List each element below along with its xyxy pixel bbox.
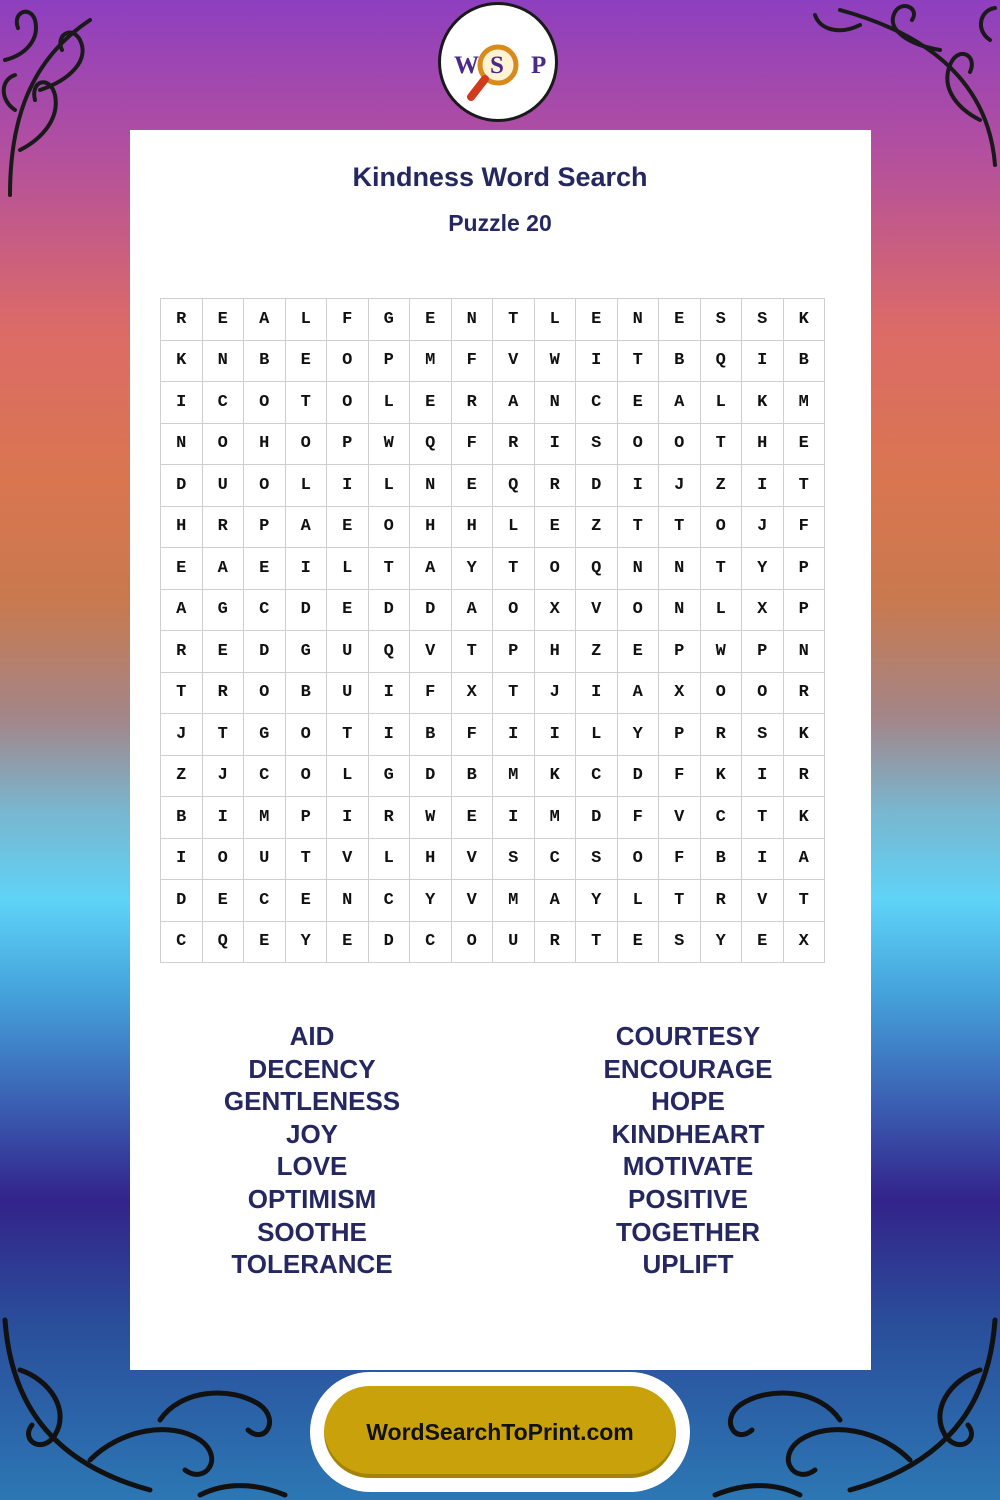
grid-cell[interactable]: I [742,340,784,382]
grid-cell[interactable]: D [161,880,203,922]
grid-cell[interactable]: U [327,631,369,673]
grid-cell[interactable]: E [576,299,618,341]
grid-cell[interactable]: J [659,465,701,507]
grid-cell[interactable]: E [327,506,369,548]
grid-cell[interactable]: M [410,340,452,382]
grid-cell[interactable]: E [534,506,576,548]
word-item: MOTIVATE [622,1151,754,1182]
grid-cell[interactable]: N [451,299,493,341]
grid-cell[interactable]: O [368,506,410,548]
grid-cell[interactable]: R [493,423,535,465]
grid-row [161,548,825,590]
grid-cell[interactable]: B [451,755,493,797]
grid-cell[interactable]: O [451,921,493,963]
grid-cell[interactable]: I [576,340,618,382]
grid-cell[interactable]: T [493,299,535,341]
grid-cell[interactable]: C [244,755,286,797]
grid-cell[interactable]: B [285,672,327,714]
grid-cell[interactable]: L [368,465,410,507]
word-list-left [122,1020,502,1281]
grid-cell[interactable]: A [493,382,535,424]
grid-cell[interactable]: H [410,506,452,548]
grid-cell[interactable]: C [368,880,410,922]
page-title: Kindness Word Search [352,162,648,192]
grid-cell[interactable]: V [451,880,493,922]
grid-cell[interactable]: Y [617,714,659,756]
footer-link[interactable]: WordSearchToPrint.com [366,1419,634,1445]
grid-cell[interactable]: F [617,797,659,839]
grid-cell[interactable]: O [285,423,327,465]
grid-cell[interactable]: D [161,465,203,507]
grid-cell[interactable]: R [161,299,203,341]
grid-cell[interactable]: N [410,465,452,507]
grid-cell[interactable]: H [742,423,784,465]
grid-cell[interactable]: V [451,838,493,880]
wsp-logo [438,2,558,122]
grid-cell[interactable]: V [576,589,618,631]
grid-cell[interactable]: N [659,548,701,590]
puzzle-number: Puzzle 20 [448,210,552,236]
grid-row [161,589,825,631]
grid-cell[interactable]: M [493,755,535,797]
grid-cell[interactable]: O [244,465,286,507]
grid-row [161,423,825,465]
grid-cell[interactable]: K [783,797,825,839]
grid-cell[interactable]: M [783,382,825,424]
grid-cell[interactable]: E [327,589,369,631]
grid-cell[interactable]: U [327,672,369,714]
grid-cell[interactable]: W [410,797,452,839]
grid-cell[interactable]: A [659,382,701,424]
grid-cell[interactable]: E [410,382,452,424]
grid-cell[interactable]: O [202,838,244,880]
grid-cell[interactable]: J [202,755,244,797]
word-list-right [498,1020,878,1281]
grid-cell[interactable]: N [659,589,701,631]
word-item: UPLIFT [642,1249,734,1280]
grid-cell[interactable]: P [493,631,535,673]
grid-cell[interactable]: I [493,797,535,839]
grid-cell[interactable]: K [783,299,825,341]
grid-cell[interactable]: F [451,714,493,756]
grid-row [161,755,825,797]
grid-cell[interactable]: L [368,838,410,880]
grid-cell[interactable]: P [783,548,825,590]
grid-cell[interactable]: E [327,921,369,963]
grid-cell[interactable]: J [742,506,784,548]
grid-cell[interactable]: T [617,340,659,382]
grid-cell[interactable]: Z [700,465,742,507]
grid-cell[interactable]: D [285,589,327,631]
grid-cell[interactable]: K [161,340,203,382]
grid-cell[interactable]: L [576,714,618,756]
grid-cell[interactable]: T [327,714,369,756]
grid-cell[interactable]: I [617,465,659,507]
grid-row [161,382,825,424]
grid-cell[interactable]: E [617,382,659,424]
grid-cell[interactable]: L [534,299,576,341]
grid-cell[interactable]: A [202,548,244,590]
grid-cell[interactable]: I [161,838,203,880]
grid-cell[interactable]: E [244,921,286,963]
grid-cell[interactable]: T [285,382,327,424]
grid-cell[interactable]: A [617,672,659,714]
grid-cell[interactable]: T [659,880,701,922]
grid-cell[interactable]: R [783,672,825,714]
grid-cell[interactable]: I [534,423,576,465]
grid-cell[interactable]: T [659,506,701,548]
grid-cell[interactable]: A [285,506,327,548]
grid-cell[interactable]: I [493,714,535,756]
word-item: TOGETHER [616,1216,760,1247]
grid-cell[interactable]: G [368,755,410,797]
grid-cell[interactable]: T [700,423,742,465]
grid-cell[interactable]: D [368,921,410,963]
grid-cell[interactable]: I [742,465,784,507]
grid-cell[interactable]: Z [576,506,618,548]
grid-cell[interactable]: T [493,672,535,714]
grid-cell[interactable]: D [244,631,286,673]
grid-cell[interactable]: X [783,921,825,963]
grid-cell[interactable]: Q [410,423,452,465]
grid-row [161,672,825,714]
letter-grid [160,298,825,963]
grid-cell[interactable]: I [742,755,784,797]
grid-cell[interactable]: T [368,548,410,590]
grid-cell[interactable]: O [244,672,286,714]
word-item: KINDHEART [611,1118,765,1149]
grid-cell[interactable]: I [285,548,327,590]
grid-cell[interactable]: C [576,755,618,797]
grid-cell[interactable]: O [202,423,244,465]
grid-cell[interactable]: M [244,797,286,839]
grid-cell[interactable]: Q [576,548,618,590]
grid-cell[interactable]: M [493,880,535,922]
grid-cell[interactable]: T [783,465,825,507]
grid-cell[interactable]: B [161,797,203,839]
grid-cell[interactable]: F [327,299,369,341]
grid-cell[interactable]: S [700,299,742,341]
grid-cell[interactable]: J [534,672,576,714]
grid-cell[interactable]: E [410,299,452,341]
grid-cell[interactable]: R [161,631,203,673]
grid-cell[interactable]: L [700,589,742,631]
word-item: LOVE [276,1151,348,1182]
grid-cell[interactable]: R [700,714,742,756]
grid-cell[interactable]: L [327,755,369,797]
grid-cell[interactable]: C [202,382,244,424]
grid-cell[interactable]: S [659,921,701,963]
grid-cell[interactable]: I [161,382,203,424]
grid-cell[interactable]: S [742,299,784,341]
grid-cell[interactable]: G [244,714,286,756]
grid-cell[interactable]: Z [576,631,618,673]
grid-cell[interactable]: U [202,465,244,507]
grid-cell[interactable]: R [368,797,410,839]
grid-cell[interactable]: L [285,299,327,341]
word-item: SOOTHE [257,1216,367,1247]
grid-cell[interactable]: X [659,672,701,714]
word-item: DECENCY [248,1053,376,1084]
grid-row [161,880,825,922]
grid-cell[interactable]: F [659,755,701,797]
grid-cell[interactable]: C [161,921,203,963]
grid-cell[interactable]: A [451,589,493,631]
grid-cell[interactable]: Y [576,880,618,922]
grid-cell[interactable]: Q [368,631,410,673]
grid-cell[interactable]: E [742,921,784,963]
grid-cell[interactable]: G [202,589,244,631]
grid-cell[interactable]: U [493,921,535,963]
grid-cell[interactable]: K [534,755,576,797]
grid-cell[interactable]: D [410,755,452,797]
word-item: HOPE [651,1086,725,1117]
grid-cell[interactable]: E [202,880,244,922]
grid-cell[interactable]: Q [700,340,742,382]
logo-letter-w: W [454,52,479,79]
word-item: COURTESY [615,1021,761,1051]
grid-cell[interactable]: A [534,880,576,922]
grid-cell[interactable]: T [493,548,535,590]
grid-cell[interactable]: F [659,838,701,880]
grid-cell[interactable]: F [451,423,493,465]
grid-cell[interactable]: N [327,880,369,922]
grid-cell[interactable]: E [202,299,244,341]
grid-cell[interactable]: U [244,838,286,880]
grid-cell[interactable]: L [700,382,742,424]
grid-cell[interactable]: H [244,423,286,465]
grid-cell[interactable]: Y [410,880,452,922]
grid-cell[interactable]: O [285,755,327,797]
grid-cell[interactable]: B [410,714,452,756]
grid-cell[interactable]: T [783,880,825,922]
grid-cell[interactable]: N [161,423,203,465]
grid-cell[interactable]: Y [700,921,742,963]
grid-cell[interactable]: C [534,838,576,880]
grid-cell[interactable]: B [783,340,825,382]
grid-cell[interactable]: H [534,631,576,673]
grid-cell[interactable]: H [161,506,203,548]
grid-cell[interactable]: R [451,382,493,424]
grid-cell[interactable]: E [659,299,701,341]
grid-row [161,631,825,673]
grid-cell[interactable]: O [327,340,369,382]
grid-cell[interactable]: V [493,340,535,382]
grid-cell[interactable]: P [327,423,369,465]
grid-cell[interactable]: D [576,797,618,839]
grid-cell[interactable]: O [617,589,659,631]
grid-cell[interactable]: L [368,382,410,424]
grid-cell[interactable]: R [534,465,576,507]
grid-cell[interactable]: C [700,797,742,839]
grid-cell[interactable]: P [659,631,701,673]
logo-letter-p: P [531,52,547,79]
grid-cell[interactable]: I [368,714,410,756]
word-item: TOLERANCE [231,1249,393,1280]
grid-cell[interactable]: I [742,838,784,880]
word-item: POSITIVE [628,1183,748,1214]
word-item: ENCOURAGE [603,1053,773,1084]
grid-cell[interactable]: H [410,838,452,880]
grid-cell[interactable]: B [700,838,742,880]
grid-row [161,838,825,880]
grid-cell[interactable]: I [327,465,369,507]
grid-cell[interactable]: D [576,465,618,507]
grid-cell[interactable]: I [368,672,410,714]
grid-cell[interactable]: T [700,548,742,590]
grid-cell[interactable]: E [285,340,327,382]
grid-cell[interactable]: E [202,631,244,673]
grid-cell[interactable]: E [617,921,659,963]
grid-cell[interactable]: R [202,672,244,714]
grid-cell[interactable]: X [742,589,784,631]
grid-cell[interactable]: X [534,589,576,631]
grid-cell[interactable]: O [700,506,742,548]
grid-cell[interactable]: K [742,382,784,424]
grid-cell[interactable]: P [285,797,327,839]
grid-cell[interactable]: C [244,589,286,631]
grid-cell[interactable]: F [783,506,825,548]
grid-cell[interactable]: R [700,880,742,922]
grid-cell[interactable]: H [451,506,493,548]
grid-cell[interactable]: E [783,423,825,465]
grid-cell[interactable]: S [493,838,535,880]
grid-cell[interactable]: P [742,631,784,673]
grid-row [161,797,825,839]
grid-cell[interactable]: V [327,838,369,880]
logo-letter-s: S [490,52,504,79]
grid-cell[interactable]: A [410,548,452,590]
word-item: OPTIMISM [247,1183,377,1214]
grid-cell[interactable]: N [534,382,576,424]
grid-cell[interactable]: A [783,838,825,880]
grid-cell[interactable]: L [493,506,535,548]
grid-cell[interactable]: O [742,672,784,714]
grid-cell[interactable]: O [244,382,286,424]
grid-cell[interactable]: S [576,838,618,880]
grid-cell[interactable]: X [451,672,493,714]
grid-cell[interactable]: O [285,714,327,756]
grid-cell[interactable]: T [451,631,493,673]
grid-cell[interactable]: Q [493,465,535,507]
grid-cell[interactable]: Y [285,921,327,963]
grid-cell[interactable]: L [327,548,369,590]
grid-cell[interactable]: K [700,755,742,797]
grid-cell[interactable]: N [202,340,244,382]
grid-cell[interactable]: T [285,838,327,880]
grid-cell[interactable]: E [285,880,327,922]
grid-cell[interactable]: G [285,631,327,673]
grid-cell[interactable]: E [451,797,493,839]
grid-cell[interactable]: T [742,797,784,839]
grid-cell[interactable]: M [534,797,576,839]
grid-cell[interactable]: I [202,797,244,839]
word-item: AID [289,1021,335,1051]
grid-cell[interactable]: E [161,548,203,590]
grid-row [161,714,825,756]
word-item: JOY [285,1118,339,1149]
grid-row [161,921,825,963]
grid-cell[interactable]: C [576,382,618,424]
grid-cell[interactable]: R [783,755,825,797]
grid-cell[interactable]: I [534,714,576,756]
grid-cell[interactable]: O [534,548,576,590]
grid-cell[interactable]: N [617,299,659,341]
grid-cell[interactable]: P [659,714,701,756]
grid-row [161,299,825,341]
grid-cell[interactable]: A [161,589,203,631]
grid-cell[interactable]: T [202,714,244,756]
grid-cell[interactable]: O [617,838,659,880]
grid-cell[interactable]: O [659,423,701,465]
grid-cell[interactable]: N [783,631,825,673]
grid-cell[interactable]: P [368,340,410,382]
word-item: GENTLENESS [223,1086,401,1117]
grid-cell[interactable]: Q [202,921,244,963]
grid-cell[interactable]: W [368,423,410,465]
grid-cell[interactable]: P [783,589,825,631]
grid-cell[interactable]: E [244,548,286,590]
grid-row [161,340,825,382]
grid-cell[interactable]: Y [451,548,493,590]
grid-cell[interactable]: D [617,755,659,797]
grid-cell[interactable]: B [244,340,286,382]
grid-cell[interactable]: E [451,465,493,507]
grid-cell[interactable]: W [534,340,576,382]
grid-cell[interactable]: D [368,589,410,631]
grid-cell[interactable]: T [617,506,659,548]
grid-cell[interactable]: O [493,589,535,631]
grid-cell[interactable]: F [451,340,493,382]
grid-cell[interactable]: I [576,672,618,714]
grid-row [161,506,825,548]
grid-row [161,465,825,507]
grid-cell[interactable]: T [161,672,203,714]
grid-cell[interactable]: E [617,631,659,673]
grid-cell[interactable]: S [742,714,784,756]
grid-cell[interactable]: O [700,672,742,714]
grid-cell[interactable]: L [285,465,327,507]
grid-cell[interactable]: I [327,797,369,839]
grid-cell[interactable]: C [410,921,452,963]
grid-cell[interactable]: O [617,423,659,465]
grid-cell[interactable]: O [327,382,369,424]
grid-cell[interactable]: R [202,506,244,548]
grid-cell[interactable]: B [659,340,701,382]
grid-cell[interactable]: L [617,880,659,922]
grid-cell[interactable]: R [534,921,576,963]
grid-cell[interactable]: J [161,714,203,756]
grid-cell[interactable]: C [244,880,286,922]
grid-cell[interactable]: D [410,589,452,631]
grid-cell[interactable]: Z [161,755,203,797]
grid-cell[interactable]: V [742,880,784,922]
grid-cell[interactable]: V [410,631,452,673]
grid-cell[interactable]: A [244,299,286,341]
grid-cell[interactable]: P [244,506,286,548]
grid-cell[interactable]: K [783,714,825,756]
grid-cell[interactable]: Y [742,548,784,590]
grid-cell[interactable]: W [700,631,742,673]
grid-cell[interactable]: V [659,797,701,839]
grid-cell[interactable]: F [410,672,452,714]
grid-cell[interactable]: T [576,921,618,963]
grid-cell[interactable]: N [617,548,659,590]
grid-cell[interactable]: G [368,299,410,341]
grid-cell[interactable]: S [576,423,618,465]
